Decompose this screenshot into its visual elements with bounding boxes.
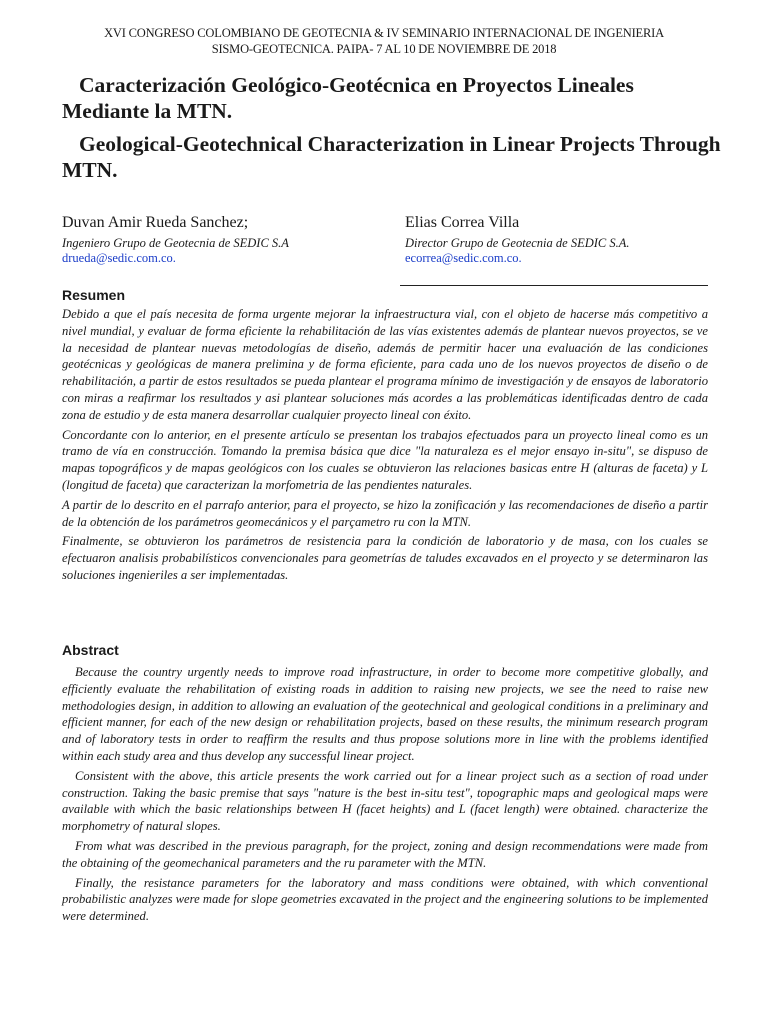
resumen-paragraph: Concordante con lo anterior, en el presente artículo se presentan los trabajos efectuados para un proyecto lineal como es un tramo de vía en construcción. Tomando la premisa básica que dice "la naturaleza es el mejor ensayo in-situ", se dispuso de mapas topográficos y de mapas geológicos con los cuales se obtuvieron las relaciones basicas entre H (alturas de faceta) y L (longitud de faceta) que caracterizan la morfometria de las pendientes naturales. xyxy=(62,427,708,492)
author-2-role: Director Grupo de Geotecnia de SEDIC S.A. xyxy=(405,236,630,250)
abstract-paragraph: Finally, the resistance parameters for the laboratory and mass conditions were obtained, with which conventional probabilistic analyzes were made for slope geometries excavated in the project and the engineering solutions to be implemented were determined. xyxy=(62,875,708,924)
resumen-paragraph: Debido a que el país necesita de forma urgente mejorar la infraestructura vial, con el objeto de hacerse más competitivo a nivel mundial, y evaluar de forma eficiente la rehabilitación de las vías existentes además de plantear nuevos proyectos, se ve la necesidad de plantear nuevas metodologías de diseño, además de permitir hacer una evaluación de las condiciones geotécnicas y geológicas de manera prelimina y de forma eficiente, para cada uno de los nuevos proyectos de diseño o de rehabilitación, a partir de estos resultados se pueda plantear el programa mínimo de investigación y de ensayos de laboratorio con miras a reafirmar los resultados y asi plantear soluciones más acordes a las problemáticas identificadas dentro de cada zona de estudio y de esta manera desarrollar cualquier proyecto lineal con éxito. xyxy=(62,307,708,422)
author-1 xyxy=(62,213,392,266)
author-divider xyxy=(400,285,708,286)
resumen-body xyxy=(62,306,708,587)
author-2-email[interactable]: ecorrea@sedic.com.co. xyxy=(405,251,522,265)
author-1-name: Duvan Amir Rueda Sanchez; xyxy=(62,214,249,231)
resumen-paragraph: Finalmente, se obtuvieron los parámetros de resistencia para la condición de laboratorio y de masa, con los cuales se efectuaron analisis probabilísticos convencionales para geometrías de taludes excavados en el proyecto y se determinaron las soluciones ingenieriles a ser implementadas. xyxy=(62,534,708,582)
conference-header xyxy=(0,25,768,57)
author-2-name: Elias Correa Villa xyxy=(405,214,520,231)
conference-header-line1: XVI CONGRESO COLOMBIANO DE GEOTECNIA & IV SEMINARIO INTERNACIONAL DE INGENIERIA xyxy=(104,26,664,40)
title-english: Geological-Geotechnical Characterization in Linear Projects Through MTN. xyxy=(62,132,721,182)
author-1-email[interactable]: drueda@sedic.com.co. xyxy=(62,251,176,265)
conference-header-line2: SISMO-GEOTECNICA. PAIPA- 7 AL 10 DE NOVIEMBRE DE 2018 xyxy=(211,42,557,56)
author-2 xyxy=(405,213,735,266)
abstract-heading: Abstract xyxy=(62,642,119,658)
abstract-paragraph: From what was described in the previous paragraph, for the project, zoning and design recommendations were made from the obtaining of the geomechanical parameters and the ru parameter with the MTN. xyxy=(62,838,708,870)
abstract-paragraph: Because the country urgently needs to improve road infrastructure, in order to become more competitive globally, and efficiently evaluate the rehabilitation of existing roads in addition to raising new projects, we see the need to raise new methodologies design, in addition to allowing an evaluation of the geotechnical and geological conditions in a preliminary and efficient manner, for each of the new design or rehabilitation projects, based on these results, the minimum research program and of laboratory tests in order to reaffirm the results and thus propose solutions more in line with the problems identified within each study area and thus develop any successful linear project. xyxy=(62,665,708,763)
abstract-paragraph: Consistent with the above, this article presents the work carried out for a linear project such as a section of road under construction. Taking the basic premise that says "nature is the best in-situ test", topographic maps and geological maps were available with which the basic relationships between H (facet heights) and L (facet length) were obtained. characterize the morphometry of natural slopes. xyxy=(62,768,708,834)
resumen-paragraph: A partir de lo descrito en el parrafo anterior, para el proyecto, se hizo la zonificación y las recomendaciones de diseño a partir de la obtención de los parámetros geomecánicos y el parçametro ru con la MTN. xyxy=(62,497,708,529)
author-1-role: Ingeniero Grupo de Geotecnia de SEDIC S.A xyxy=(62,236,289,250)
title-spanish: Caracterización Geológico-Geotécnica en Proyectos Lineales Mediante la MTN. xyxy=(62,73,634,123)
abstract-body xyxy=(62,664,708,928)
resumen-heading: Resumen xyxy=(62,287,126,303)
